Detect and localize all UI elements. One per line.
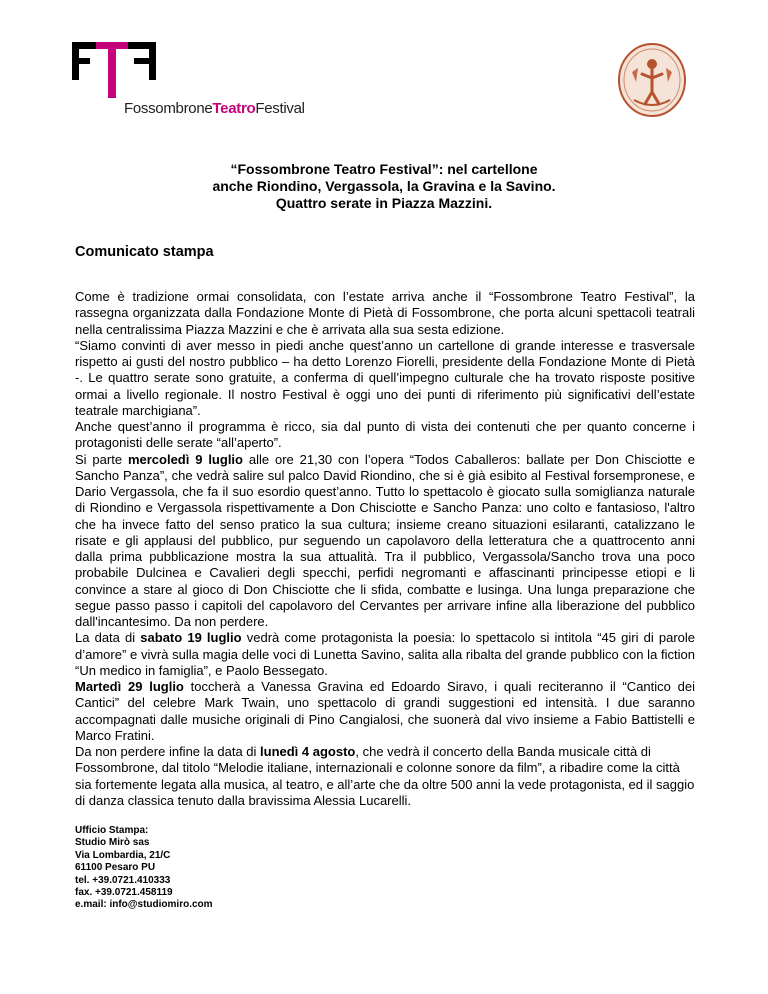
paragraph-july-29 [75, 679, 695, 744]
paragraph-july-19 [75, 630, 695, 679]
paragraph-intro: Come è tradizione ormai consolidata, con l’estate arriva anche il “Fossombrone Teatro Festival”, la rassegna organizzata dalla Fondazione Monte di Pietà di Fossombrone, che porta alcuni spettacoli teatrali nella centralissima Piazza Mazzini e che è arrivata alla sua sesta edizione. [75, 289, 695, 337]
press-office-contact [75, 825, 213, 912]
contact-phone: tel. +39.0721.410333 [75, 874, 171, 886]
ftf-logo-icon [72, 42, 156, 98]
contact-email: e.mail: info@studiomiro.com [75, 899, 213, 911]
contact-city: 61100 Pesaro PU [75, 862, 156, 874]
contact-fax: fax. +39.0721.458119 [75, 887, 173, 899]
paragraph-august-4 [75, 744, 695, 809]
headline-line-2: anche Riondino, Vergassola, la Gravina e la Savino. [212, 178, 556, 194]
festival-wordmark [124, 100, 305, 117]
press-release-body [75, 289, 695, 809]
paragraph-july-9 [75, 452, 695, 631]
p4-lead: Si parte [75, 451, 128, 467]
date-july-9: mercoledì 9 luglio [127, 451, 243, 467]
wordmark-part-3: Festival [255, 100, 305, 117]
date-august-4: lunedì 4 agosto [260, 744, 356, 759]
heraldic-seal-icon [614, 42, 690, 118]
date-july-29: Martedì 29 luglio [75, 679, 184, 694]
p7-text: , che vedrà il concerto della Banda musicale città di Fossombrone, dal titolo “Melodie italiane, internazionali e colonne sonore da film”, a ribadire come la città sia fortemente legata alla musica, al teatro, e all’arte che da oltre 500 anni la vede protagonista, ed il saggio di danza classica tenuto dalla bravissima Alessia Lucarelli. [75, 744, 695, 808]
p5-text: vedrà come protagonista la poesia: lo spettacolo si intitola “45 giri di parole d’amore” e vivrà sulla magia delle voci di Lunetta Savino, salita alla ribalta del grande pubblico con la fiction “Un medico in famiglia”, e Paolo Bessegato. [75, 630, 695, 678]
wordmark-part-1: Fossombrone [124, 100, 213, 117]
contact-company: Studio Mirò sas [75, 837, 150, 849]
paragraph-quote: “Siamo convinti di aver messo in piedi anche quest’anno un cartellone di grande interesse e trasversale rispetto ai gusti del nostro pubblico – ha detto Lorenzo Fiorelli, presidente della Fondazione Monte di Pietà -. Le quattro serate sono gratuite, a conferma di quell’impegno culturale che ha trovato risposte positive ormai a livello regionale. Il nostro Festival è oggi uno dei punti di riferimento più significativi dell’estate teatrale marchigiana”. [75, 337, 695, 418]
paragraph-program: Anche quest’anno il programma è ricco, sia dal punto di vista dei contenuti che per quanto concerne i protagonisti delle serate “all’aperto”. [75, 419, 695, 451]
section-title: Comunicato stampa [75, 244, 214, 260]
p4-text: alle ore 21,30 con l’opera “Todos Caballeros: ballate per Don Chisciotte e Sancho Panza”, che vedrà salire sul palco David Riondino, che si è già esibito al Festival forsempronese, e Dario Vergassola, che fa il suo esordio quest’anno. Tutto lo spettacolo è giocato sulla somiglianza naturale di Riondino e Vergassola rispettivamente a Don Chisciotte e Sancho Panza: uno colto e fantasioso, l'altro che ha invece fatto del senso pratico la sua cultura; insieme creano situazioni esilaranti, catalizzano le risate e gli applausi del pubblico, pur seguendo un capolavoro della letteratura che a quattrocento anni dalla prima pubblicazione mostra la sua attualità. Tra il pubblico, Vergassola/Sancho trova una poco probabile Dulcinea e Cavalieri degli specchi, perfidi negromanti e affascinanti principesse etiopi e li convince a stare al gioco di Don Chisciotte che li sfida, combatte e lusinga. Una lunga preparazione che segue passo passo i capitoli del capolavoro del Cervantes per arrivare infine alla liberazione del pubblico dall'incantesimo. Da non perdere. [75, 451, 695, 629]
p5-lead: La data di [75, 630, 141, 646]
headline-line-3: Quattro serate in Piazza Mazzini. [275, 195, 493, 211]
p6-text: toccherà a Vanessa Gravina ed Edoardo Siravo, i quali reciteranno il “Cantico dei Cantici” del celebre Mark Twain, uno spettacolo di grandi suggestioni ed intensità. I due saranno accompagnati dalle musiche originali di Pino Cangialosi, che suonerà dal vivo insieme a Fabio Battistelli e Marco Fratini. [75, 679, 695, 743]
date-july-19: sabato 19 luglio [140, 630, 242, 646]
p7-lead: Da non perdere infine la data di [75, 744, 261, 759]
contact-street: Via Lombardia, 21/C [75, 849, 171, 861]
contact-heading: Ufficio Stampa: [75, 825, 149, 836]
press-headline [100, 161, 668, 212]
headline-line-1: “Fossombrone Teatro Festival”: nel cartellone [230, 161, 538, 177]
wordmark-part-2: Teatro [212, 100, 256, 117]
